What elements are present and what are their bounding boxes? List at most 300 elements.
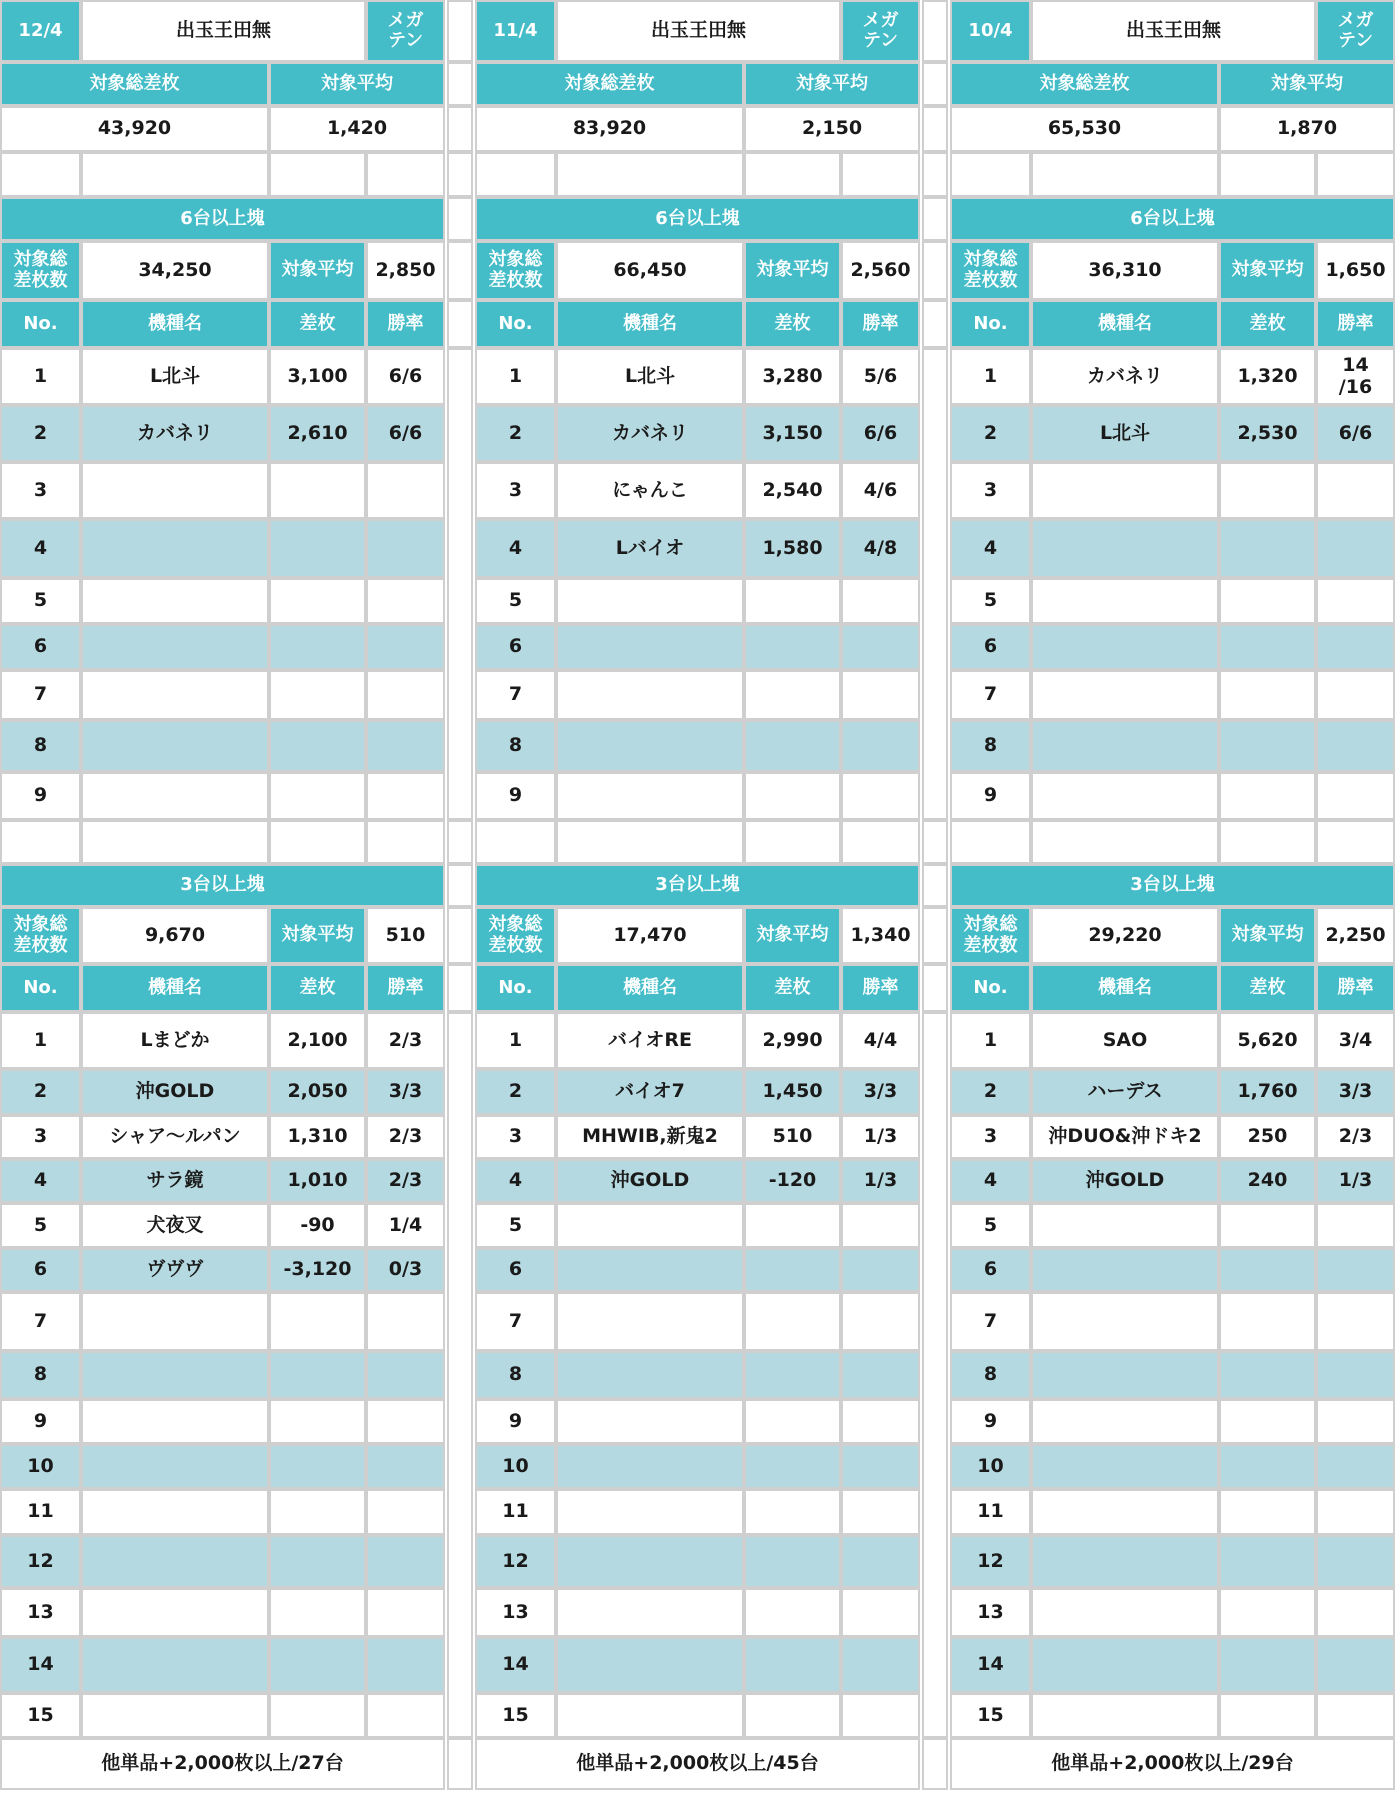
diff-coins-cell: 250 [1219,1115,1316,1159]
panel-gap [922,152,948,197]
rank-cell: 2 [0,405,81,462]
diff-coins-cell [1219,1588,1316,1637]
diff-coins-cell [1219,1399,1316,1444]
machine-name-cell: 沖GOLD [1031,1159,1219,1203]
win-rate-cell [366,772,445,820]
diff-coins-cell [744,1588,841,1637]
win-rate-cell [366,1535,445,1588]
rank-cell: 8 [950,720,1031,772]
diff-coins-cell [269,1489,366,1535]
machine-name-cell [556,1248,744,1292]
diff-coins-cell [269,1351,366,1399]
rank-cell: 2 [950,405,1031,462]
rank-cell: 9 [0,772,81,820]
machine-name-cell [81,1693,269,1738]
rank-cell: 6 [0,624,81,670]
win-rate-cell [841,1693,920,1738]
rank-cell: 3 [475,1115,556,1159]
rank-cell: 4 [950,1159,1031,1203]
machine-name-cell: MHWIB,新鬼2 [556,1115,744,1159]
diff-coins-cell: 2,530 [1219,405,1316,462]
spacer-cell [269,820,366,864]
machine-name-cell [81,720,269,772]
win-rate-cell [1316,578,1395,624]
spacer-cell [841,820,920,864]
rank-cell: 5 [0,578,81,624]
rank-cell: 8 [475,1351,556,1399]
panel-gap [447,864,473,907]
column-header: 差枚 [1219,964,1316,1012]
machine-name-cell [556,670,744,720]
six-total-value: 36,310 [1031,241,1219,300]
column-header: 差枚 [744,964,841,1012]
win-rate-cell [366,670,445,720]
rank-cell: 7 [950,1292,1031,1351]
report-panel [0,0,445,1793]
diff-coins-cell [269,578,366,624]
rank-cell: 5 [950,578,1031,624]
column-header: 差枚 [269,964,366,1012]
six-avg-value: 1,650 [1316,241,1395,300]
panel-gap [922,300,948,348]
footer-summary: 他単品+2,000枚以上/27台 [0,1738,445,1790]
three-avg-value: 510 [366,907,445,964]
column-header: No. [475,300,556,348]
machine-name-cell: Lバイオ [556,519,744,578]
machine-name-cell: サラ鏡 [81,1159,269,1203]
machine-name-cell: カバネリ [1031,348,1219,405]
machine-name-cell [81,1588,269,1637]
panel-gap [447,241,473,300]
panel-gap [447,0,473,62]
win-rate-cell [366,1351,445,1399]
win-rate-cell [841,772,920,820]
rank-cell: 8 [475,720,556,772]
rank-cell: 5 [475,1203,556,1248]
reporter-name: メガ テン [841,0,920,62]
panel-gap [447,1012,473,1738]
spacer-cell [1219,820,1316,864]
diff-coins-cell: 3,100 [269,348,366,405]
win-rate-cell: 2/3 [366,1115,445,1159]
machine-name-cell [1031,720,1219,772]
column-header: 差枚 [269,300,366,348]
spacer-cell [0,152,81,197]
diff-coins-cell [1219,1535,1316,1588]
machine-name-cell [556,1535,744,1588]
rank-cell: 2 [475,1069,556,1115]
column-header: 勝率 [841,300,920,348]
win-rate-cell [366,1444,445,1489]
diff-coins-cell: 1,320 [1219,348,1316,405]
diff-coins-cell: 1,310 [269,1115,366,1159]
win-rate-cell [1316,1693,1395,1738]
win-rate-cell [1316,1292,1395,1351]
machine-name-cell [81,1637,269,1693]
diff-coins-cell [744,1292,841,1351]
machine-name-cell: L北斗 [81,348,269,405]
win-rate-cell [366,1292,445,1351]
panel-gap [447,1738,473,1790]
win-rate-cell [841,1203,920,1248]
diff-coins-cell: 3,280 [744,348,841,405]
overall-avg-label: 対象平均 [1219,62,1395,106]
machine-name-cell: バイオ7 [556,1069,744,1115]
machine-name-cell: 沖GOLD [81,1069,269,1115]
rank-cell: 8 [0,1351,81,1399]
three-block-title: 3台以上塊 [950,864,1395,907]
diff-coins-cell [1219,720,1316,772]
rank-cell: 15 [475,1693,556,1738]
spacer-cell [841,152,920,197]
column-header: 機種名 [81,300,269,348]
win-rate-cell [366,462,445,519]
footer-summary: 他単品+2,000枚以上/29台 [950,1738,1395,1790]
diff-coins-cell [1219,1693,1316,1738]
spacer-cell [1316,820,1395,864]
spacer-cell [556,820,744,864]
diff-coins-cell [1219,1292,1316,1351]
diff-coins-cell [269,670,366,720]
machine-name-cell: ハーデス [1031,1069,1219,1115]
win-rate-cell: 2/3 [366,1012,445,1069]
machine-name-cell [81,1399,269,1444]
spacer-cell [950,820,1031,864]
rank-cell: 3 [950,462,1031,519]
spacer-cell [366,152,445,197]
spacer-cell [475,152,556,197]
six-block-title: 6台以上塊 [0,197,445,241]
win-rate-cell: 4/4 [841,1012,920,1069]
reporter-name: メガ テン [1316,0,1395,62]
report-panel [950,0,1395,1793]
panel-gap [447,348,473,820]
column-header: 機種名 [1031,964,1219,1012]
panel-gap [447,820,473,864]
win-rate-cell [841,1292,920,1351]
column-header: 勝率 [366,964,445,1012]
machine-name-cell [556,772,744,820]
win-rate-cell [841,1588,920,1637]
diff-coins-cell [269,1444,366,1489]
six-total-label: 対象総 差枚数 [0,241,81,300]
diff-coins-cell: -3,120 [269,1248,366,1292]
diff-coins-cell: 1,450 [744,1069,841,1115]
machine-name-cell [81,578,269,624]
diff-coins-cell: -120 [744,1159,841,1203]
panel-gap [922,241,948,300]
diff-coins-cell [269,519,366,578]
machine-name-cell [81,462,269,519]
column-header: No. [0,300,81,348]
three-total-value: 17,470 [556,907,744,964]
diff-coins-cell [744,1203,841,1248]
machine-name-cell [81,772,269,820]
three-block-title: 3台以上塊 [0,864,445,907]
rank-cell: 3 [0,462,81,519]
three-avg-value: 2,250 [1316,907,1395,964]
diff-coins-cell: -90 [269,1203,366,1248]
machine-name-cell [556,1444,744,1489]
win-rate-cell [1316,720,1395,772]
machine-name-cell [556,720,744,772]
panel-gap [922,820,948,864]
diff-coins-cell [744,1637,841,1693]
machine-name-cell [556,1292,744,1351]
diff-coins-cell [269,462,366,519]
diff-coins-cell [1219,1203,1316,1248]
machine-name-cell: L北斗 [556,348,744,405]
panel-gap [447,907,473,964]
machine-name-cell [1031,1489,1219,1535]
win-rate-cell [366,720,445,772]
rank-cell: 4 [0,519,81,578]
win-rate-cell: 3/3 [366,1069,445,1115]
diff-coins-cell [269,624,366,670]
diff-coins-cell [1219,462,1316,519]
rank-cell: 3 [475,462,556,519]
rank-cell: 10 [950,1444,1031,1489]
spacer-cell [0,820,81,864]
panel-gap [447,300,473,348]
win-rate-cell: 3/4 [1316,1012,1395,1069]
six-avg-label: 対象平均 [744,241,841,300]
panel-gap [922,62,948,106]
win-rate-cell: 0/3 [366,1248,445,1292]
rank-cell: 5 [475,578,556,624]
win-rate-cell [841,1535,920,1588]
three-avg-label: 対象平均 [269,907,366,964]
win-rate-cell: 2/3 [1316,1115,1395,1159]
win-rate-cell: 3/3 [841,1069,920,1115]
panel-gap [922,907,948,964]
panel-gap [447,964,473,1012]
diff-coins-cell: 5,620 [1219,1012,1316,1069]
win-rate-cell [841,578,920,624]
six-total-value: 34,250 [81,241,269,300]
win-rate-cell [366,1588,445,1637]
diff-coins-cell: 1,580 [744,519,841,578]
win-rate-cell [1316,1535,1395,1588]
three-block-title: 3台以上塊 [475,864,920,907]
rank-cell: 13 [0,1588,81,1637]
win-rate-cell: 6/6 [366,348,445,405]
rank-cell: 7 [0,1292,81,1351]
rank-cell: 10 [0,1444,81,1489]
six-block-title: 6台以上塊 [950,197,1395,241]
win-rate-cell [1316,1203,1395,1248]
rank-cell: 5 [950,1203,1031,1248]
win-rate-cell: 2/3 [366,1159,445,1203]
win-rate-cell: 6/6 [1316,405,1395,462]
rank-cell: 1 [0,348,81,405]
rank-cell: 6 [475,1248,556,1292]
report-date: 11/4 [475,0,556,62]
rank-cell: 1 [0,1012,81,1069]
diff-coins-cell [1219,1444,1316,1489]
diff-coins-cell [269,720,366,772]
machine-name-cell [1031,670,1219,720]
diff-coins-cell [1219,670,1316,720]
rank-cell: 4 [950,519,1031,578]
machine-name-cell [1031,772,1219,820]
diff-coins-cell [269,1399,366,1444]
machine-name-cell [556,1351,744,1399]
rank-cell: 13 [950,1588,1031,1637]
rank-cell: 12 [475,1535,556,1588]
machine-name-cell [1031,1535,1219,1588]
win-rate-cell [1316,624,1395,670]
diff-coins-cell [1219,624,1316,670]
report-panel [475,0,920,1793]
machine-name-cell: SAO [1031,1012,1219,1069]
spacer-cell [1031,820,1219,864]
column-header: 機種名 [556,964,744,1012]
column-header: 機種名 [556,300,744,348]
diff-coins-cell [744,720,841,772]
rank-cell: 1 [950,348,1031,405]
footer-summary: 他単品+2,000枚以上/45台 [475,1738,920,1790]
spacer-cell [1316,152,1395,197]
machine-name-cell [81,519,269,578]
win-rate-cell: 1/3 [1316,1159,1395,1203]
rank-cell: 11 [475,1489,556,1535]
machine-name-cell [81,1489,269,1535]
diff-coins-cell [744,1351,841,1399]
rank-cell: 8 [950,1351,1031,1399]
rank-cell: 6 [950,1248,1031,1292]
win-rate-cell [366,519,445,578]
win-rate-cell [366,624,445,670]
win-rate-cell [841,1351,920,1399]
spacer-cell [1219,152,1316,197]
rank-cell: 5 [0,1203,81,1248]
machine-name-cell [1031,1248,1219,1292]
spacer-cell [475,820,556,864]
spacer-cell [744,820,841,864]
win-rate-cell: 5/6 [841,348,920,405]
win-rate-cell [841,1444,920,1489]
rank-cell: 4 [0,1159,81,1203]
panel-gap [922,348,948,820]
column-header: 機種名 [81,964,269,1012]
overall-avg-value: 1,870 [1219,106,1395,152]
overall-total-value: 83,920 [475,106,744,152]
panel-gap [447,152,473,197]
win-rate-cell: 4/6 [841,462,920,519]
machine-name-cell [556,578,744,624]
six-avg-label: 対象平均 [1219,241,1316,300]
win-rate-cell [841,624,920,670]
win-rate-cell: 1/3 [841,1159,920,1203]
column-header: No. [950,964,1031,1012]
spacer-cell [1031,152,1219,197]
rank-cell: 7 [0,670,81,720]
diff-coins-cell [744,1693,841,1738]
panel-gap [922,1012,948,1738]
win-rate-cell [366,1489,445,1535]
rank-cell: 2 [950,1069,1031,1115]
six-avg-value: 2,560 [841,241,920,300]
diff-coins-cell [269,1588,366,1637]
six-avg-value: 2,850 [366,241,445,300]
rank-cell: 6 [475,624,556,670]
win-rate-cell: 1/3 [841,1115,920,1159]
diff-coins-cell: 3,150 [744,405,841,462]
six-total-label: 対象総 差枚数 [475,241,556,300]
three-total-value: 29,220 [1031,907,1219,964]
win-rate-cell [366,578,445,624]
diff-coins-cell: 240 [1219,1159,1316,1203]
machine-name-cell [556,624,744,670]
panel-gap [447,62,473,106]
diff-coins-cell [1219,519,1316,578]
machine-name-cell: にゃんこ [556,462,744,519]
panel-gap [922,1738,948,1790]
diff-coins-cell [744,1535,841,1588]
machine-name-cell: ヴヴヴ [81,1248,269,1292]
rank-cell: 9 [0,1399,81,1444]
win-rate-cell [841,1637,920,1693]
machine-name-cell [81,1292,269,1351]
three-avg-value: 1,340 [841,907,920,964]
diff-coins-cell: 510 [744,1115,841,1159]
overall-avg-value: 2,150 [744,106,920,152]
machine-name-cell: カバネリ [556,405,744,462]
machine-name-cell [1031,519,1219,578]
machine-name-cell [1031,1444,1219,1489]
rank-cell: 6 [0,1248,81,1292]
machine-name-cell [556,1203,744,1248]
panel-gap [922,197,948,241]
win-rate-cell [1316,1637,1395,1693]
panel-gap [922,964,948,1012]
machine-name-cell [81,1535,269,1588]
rank-cell: 1 [475,348,556,405]
rank-cell: 2 [475,405,556,462]
overall-avg-value: 1,420 [269,106,445,152]
win-rate-cell [1316,1248,1395,1292]
overall-total-label: 対象総差枚 [0,62,269,106]
column-header: No. [950,300,1031,348]
rank-cell: 13 [475,1588,556,1637]
rank-cell: 9 [950,772,1031,820]
spacer-cell [81,820,269,864]
machine-name-cell [1031,1399,1219,1444]
diff-coins-cell [269,1292,366,1351]
rank-cell: 4 [475,1159,556,1203]
three-avg-label: 対象平均 [744,907,841,964]
overall-total-value: 43,920 [0,106,269,152]
panel-gap [922,864,948,907]
hall-name: 出玉王田無 [556,0,841,62]
diff-coins-cell: 2,100 [269,1012,366,1069]
win-rate-cell: 1/4 [366,1203,445,1248]
column-header: No. [0,964,81,1012]
panel-gap [447,197,473,241]
machine-name-cell [1031,462,1219,519]
report-date: 12/4 [0,0,81,62]
win-rate-cell [1316,1351,1395,1399]
spacer-cell [556,152,744,197]
win-rate-cell [366,1637,445,1693]
win-rate-cell [1316,1489,1395,1535]
win-rate-cell: 3/3 [1316,1069,1395,1115]
win-rate-cell [1316,1444,1395,1489]
win-rate-cell: 6/6 [366,405,445,462]
diff-coins-cell [744,1444,841,1489]
win-rate-cell [366,1399,445,1444]
